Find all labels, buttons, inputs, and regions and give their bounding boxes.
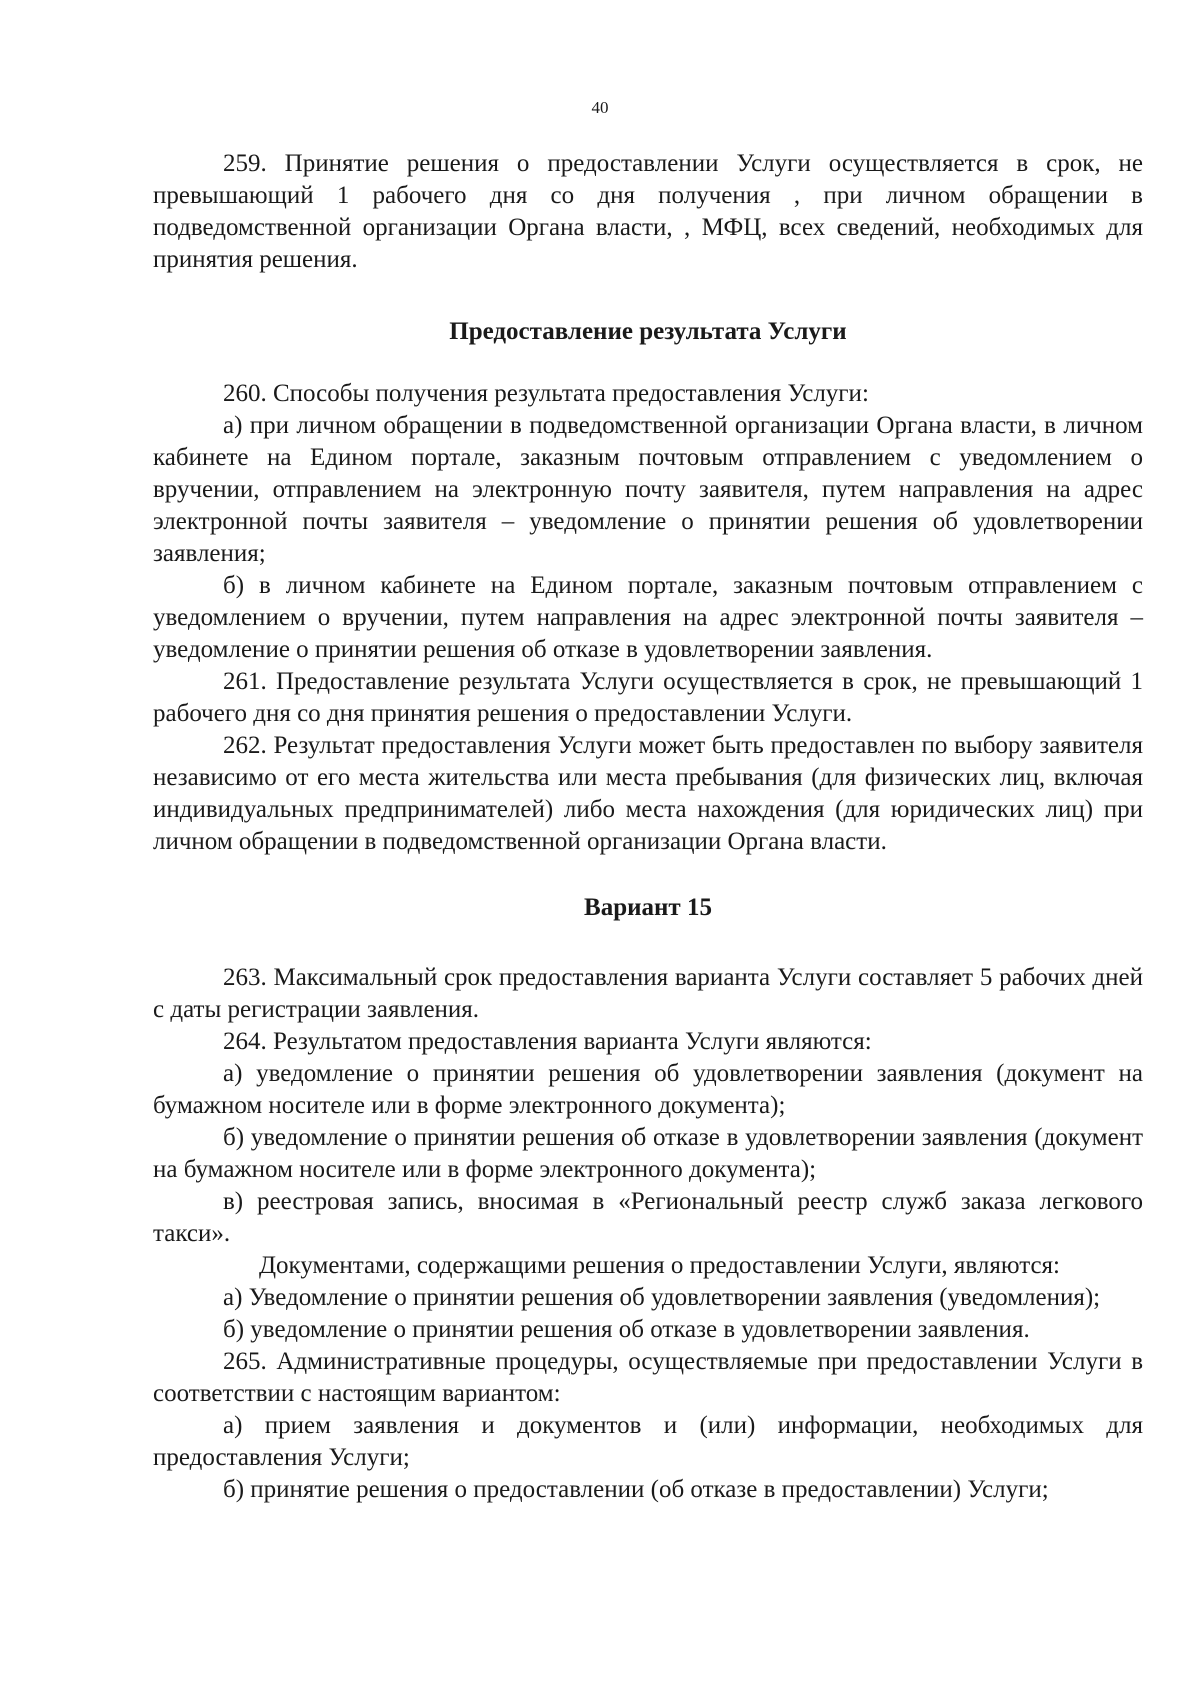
paragraph-265-a: а) прием заявления и документов и (или) информации, необходимых для предоставления Услуги; bbox=[153, 1412, 1143, 1471]
paragraph-259: 259. Принятие решения о предоставлении Услуги осуществляется в срок, не превышающий 1 рабочего дня со дня получения , при личном обращении в подведомственной организации Органа власти, , МФЦ, всех сведений, необходимых для принятия решения. bbox=[153, 150, 1143, 273]
paragraph-263: 263. Максимальный срок предоставления варианта Услуги составляет 5 рабочих дней с даты регистрации заявления. bbox=[153, 964, 1143, 1023]
paragraph-260: 260. Способы получения результата предоставления Услуги: bbox=[223, 380, 869, 407]
paragraph-264: 264. Результатом предоставления варианта Услуги являются: bbox=[223, 1028, 872, 1055]
paragraph-264-c: в) реестровая запись, вносимая в «Региональный реестр служб заказа легкового такси». bbox=[153, 1188, 1143, 1247]
paragraph-264-b: б) уведомление о принятии решения об отказе в удовлетворении заявления (документ на бумажном носителе или в форме электронного документа); bbox=[153, 1124, 1143, 1183]
section-heading-variant: Вариант 15 bbox=[584, 894, 712, 921]
paragraph-261: 261. Предоставление результата Услуги осуществляется в срок, не превышающий 1 рабочего дня со дня принятия решения о предоставлении Услуги. bbox=[153, 668, 1143, 727]
paragraph-documents-b: б) уведомление о принятии решения об отказе в удовлетворении заявления. bbox=[223, 1316, 1030, 1343]
paragraph-documents-intro: Документами, содержащими решения о предоставлении Услуги, являются: bbox=[259, 1252, 1060, 1279]
paragraph-265-b: б) принятие решения о предоставлении (об отказе в предоставлении) Услуги; bbox=[223, 1476, 1049, 1503]
page-number: 40 bbox=[591, 98, 609, 117]
paragraph-262: 262. Результат предоставления Услуги может быть предоставлен по выбору заявителя независимо от его места жительства или места пребывания (для физических лиц, включая индивидуальных предпринимателей) либо места нахождения (для юридических лиц) при личном обращении в подведомственной организации Органа власти. bbox=[153, 732, 1143, 855]
paragraph-264-a: а) уведомление о принятии решения об удовлетворении заявления (документ на бумажном носителе или в форме электронного документа); bbox=[153, 1060, 1143, 1119]
section-heading-result: Предоставление результата Услуги bbox=[449, 318, 847, 345]
paragraph-documents-a: а) Уведомление о принятии решения об удовлетворении заявления (уведомления); bbox=[223, 1284, 1101, 1311]
document-body bbox=[153, 148, 1143, 1506]
paragraph-260-a: а) при личном обращении в подведомственной организации Органа власти, в личном кабинете на Едином портале, заказным почтовым отправлением с уведомлением о вручении, отправлением на электронную почту заявителя, путем направления на адрес электронной почты заявителя – уведомление о принятии решения об удовлетворении заявления; bbox=[153, 412, 1143, 567]
paragraph-265: 265. Административные процедуры, осуществляемые при предоставлении Услуги в соответствии с настоящим вариантом: bbox=[153, 1348, 1143, 1407]
paragraph-260-b: б) в личном кабинете на Едином портале, заказным почтовым отправлением с уведомлением о вручении, путем направления на адрес электронной почты заявителя – уведомление о принятии решения об отказе в удовлетворении заявления. bbox=[153, 572, 1143, 663]
